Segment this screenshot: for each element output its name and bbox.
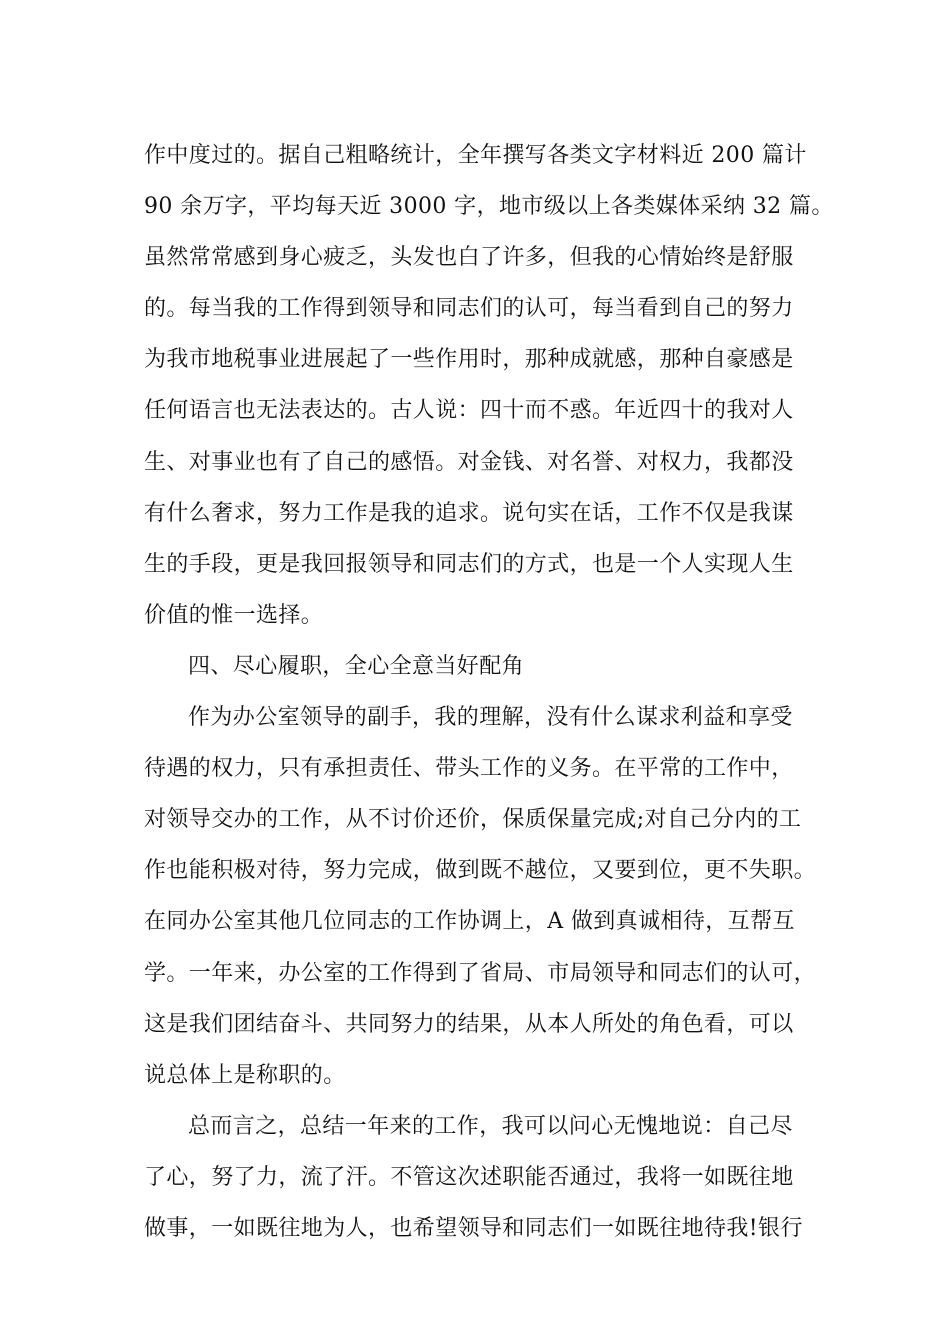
text-line: 待遇的权力，只有承担责任、带头工作的义务。在平常的工作中， xyxy=(144,756,794,782)
text-line: 价值的惟一选择。 xyxy=(144,602,324,628)
text-line: 学。一年来，办公室的工作得到了省局、市局领导和同志们的认可， xyxy=(144,960,817,986)
text-line: 作也能积极对待，努力完成，做到既不越位，又要到位，更不失职。 xyxy=(144,858,817,884)
text-line: 作为办公室领导的副手，我的理解，没有什么谋求利益和享受 xyxy=(188,705,793,731)
text-line: 为我市地税事业进展起了一些作用时，那种成就感，那种自豪感是 xyxy=(144,347,794,373)
text-line: 总而言之，总结一年来的工作，我可以问心无愧地说：自己尽 xyxy=(188,1113,793,1139)
text-line: 生、对事业也有了自己的感悟。对金钱、对名誉、对权力，我都没 xyxy=(144,449,794,475)
text-line: 这是我们团结奋斗、共同努力的结果，从本人所处的角色看，可以 xyxy=(144,1011,794,1037)
text-line: 任何语言也无法表达的。古人说：四十而不惑。年近四十的我对人 xyxy=(144,398,794,424)
text-line: 的。每当我的工作得到领导和同志们的认可，每当看到自己的努力 xyxy=(144,296,794,322)
text-line: 虽然常常感到身心疲乏，头发也白了许多，但我的心情始终是舒服 xyxy=(144,245,794,271)
text-line: 在同办公室其他几位同志的工作协调上，A 做到真诚相待，互帮互 xyxy=(144,909,795,935)
text-line: 四、尽心履职，全心全意当好配角 xyxy=(188,653,525,679)
text-line: 对领导交办的工作，从不讨价还价，保质保量完成;对自己分内的工 xyxy=(144,807,802,833)
text-line: 有什么奢求，努力工作是我的追求。说句实在话，工作不仅是我谋 xyxy=(144,500,794,526)
text-line: 做事，一如既往地为人，也希望领导和同志们一如既往地待我!银行 xyxy=(144,1215,803,1241)
text-line: 90 余万字，平均每天近 3000 字，地市级以上各类媒体采纳 32 篇。 xyxy=(144,194,834,220)
text-line: 了心，努了力，流了汗。不管这次述职能否通过，我将一如既往地 xyxy=(144,1164,794,1190)
text-line: 作中度过的。据自己粗略统计，全年撰写各类文字材料近 200 篇计 xyxy=(144,143,807,168)
text-line: 生的手段，更是我回报领导和同志们的方式，也是一个人实现人生 xyxy=(144,551,794,577)
text-line: 说总体上是称职的。 xyxy=(144,1062,346,1088)
body-text xyxy=(144,130,834,1254)
